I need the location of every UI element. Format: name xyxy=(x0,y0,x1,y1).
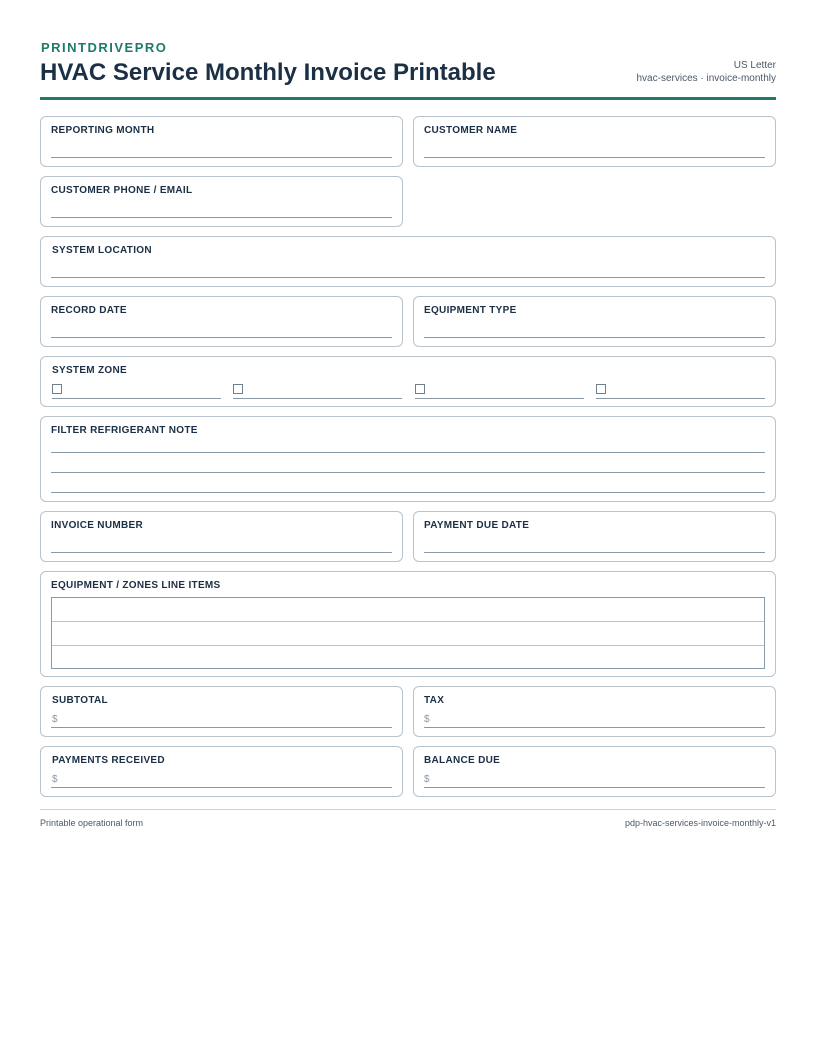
record-date-label: RECORD DATE xyxy=(51,305,127,316)
system-zone-field xyxy=(40,356,776,407)
system-location-field[interactable] xyxy=(40,236,776,287)
balance-due-field[interactable] xyxy=(413,746,776,797)
reporting-month-line[interactable] xyxy=(51,157,392,158)
record-date-field[interactable] xyxy=(40,296,403,347)
zone-checkbox-4[interactable] xyxy=(596,384,606,394)
subtotal-line[interactable] xyxy=(51,727,392,728)
customer-contact-label: CUSTOMER PHONE / EMAIL xyxy=(51,185,193,196)
page-meta xyxy=(637,59,777,85)
system-location-line[interactable] xyxy=(51,277,765,278)
tax-field[interactable] xyxy=(413,686,776,737)
table-row-divider xyxy=(52,621,764,622)
invoice-number-field[interactable] xyxy=(40,511,403,562)
line-items-label: EQUIPMENT / ZONES LINE ITEMS xyxy=(51,580,221,591)
equipment-type-line[interactable] xyxy=(424,337,765,338)
customer-name-line[interactable] xyxy=(424,157,765,158)
filter-note-field[interactable] xyxy=(40,416,776,502)
payment-due-date-line[interactable] xyxy=(424,552,765,553)
page-header xyxy=(40,40,776,98)
reporting-month-label: REPORTING MONTH xyxy=(51,125,155,136)
zone-checkbox-2[interactable] xyxy=(233,384,243,394)
customer-name-label: CUSTOMER NAME xyxy=(424,125,518,136)
zone-line-3[interactable] xyxy=(415,398,584,399)
payments-received-field[interactable] xyxy=(40,746,403,797)
filter-note-line-2[interactable] xyxy=(51,472,765,473)
payment-due-date-field[interactable] xyxy=(413,511,776,562)
zone-checkbox-1[interactable] xyxy=(52,384,62,394)
tax-label: TAX xyxy=(424,695,445,706)
zone-line-4[interactable] xyxy=(596,398,765,399)
subtotal-field[interactable] xyxy=(40,686,403,737)
form-category: hvac-services · invoice-monthly xyxy=(636,73,776,84)
payment-due-date-label: PAYMENT DUE DATE xyxy=(424,520,530,531)
system-zone-label: SYSTEM ZONE xyxy=(52,365,127,376)
footer-left: Printable operational form xyxy=(40,818,144,828)
balance-due-line[interactable] xyxy=(424,787,765,788)
table-row-divider xyxy=(52,645,764,646)
tax-currency: $ xyxy=(424,714,430,725)
tax-line[interactable] xyxy=(424,727,765,728)
paper-size: US Letter xyxy=(733,60,776,71)
customer-contact-line[interactable] xyxy=(51,217,392,218)
equipment-type-field[interactable] xyxy=(413,296,776,347)
payments-received-line[interactable] xyxy=(51,787,392,788)
equipment-type-label: EQUIPMENT TYPE xyxy=(424,305,517,316)
subtotal-label: SUBTOTAL xyxy=(52,695,108,706)
brand-name: PRINTDRIVEPRO xyxy=(41,40,168,55)
invoice-number-label: INVOICE NUMBER xyxy=(51,520,143,531)
payments-received-label: PAYMENTS RECEIVED xyxy=(52,755,165,766)
customer-contact-field[interactable] xyxy=(40,176,403,227)
balance-due-currency: $ xyxy=(424,774,430,785)
subtotal-currency: $ xyxy=(52,714,58,725)
zone-line-2[interactable] xyxy=(233,398,402,399)
record-date-line[interactable] xyxy=(51,337,392,338)
filter-note-label: FILTER REFRIGERANT NOTE xyxy=(51,425,198,436)
reporting-month-field[interactable] xyxy=(40,116,403,167)
zone-line-1[interactable] xyxy=(52,398,221,399)
customer-name-field[interactable] xyxy=(413,116,776,167)
line-items-table xyxy=(51,597,765,669)
invoice-number-line[interactable] xyxy=(51,552,392,553)
page-title: HVAC Service Monthly Invoice Printable xyxy=(40,59,496,86)
filter-note-line-1[interactable] xyxy=(51,452,765,453)
line-items-field xyxy=(40,571,776,677)
system-location-label: SYSTEM LOCATION xyxy=(52,245,152,256)
footer-rule xyxy=(40,809,776,810)
header-rule xyxy=(40,97,776,100)
balance-due-label: BALANCE DUE xyxy=(424,755,501,766)
zone-checkbox-3[interactable] xyxy=(415,384,425,394)
footer-form-id: pdp-hvac-services-invoice-monthly-v1 xyxy=(624,818,776,828)
payments-received-currency: $ xyxy=(52,774,58,785)
filter-note-line-3[interactable] xyxy=(51,492,765,493)
